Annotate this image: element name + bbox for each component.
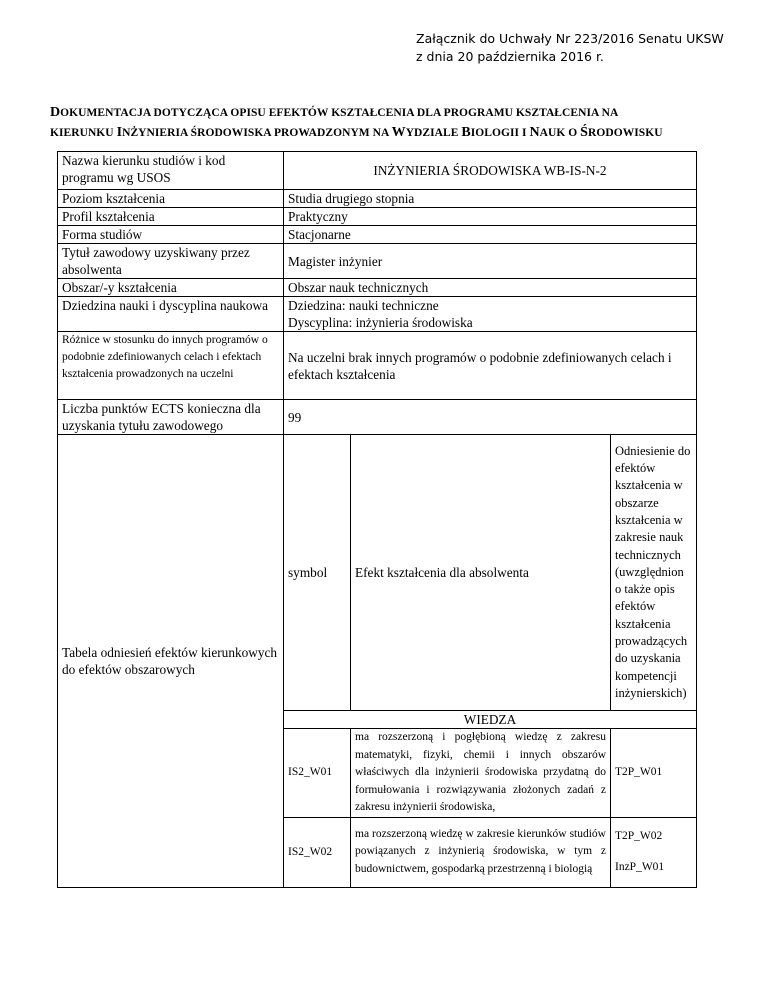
effect-reference (611, 817, 697, 887)
info-row-differences (58, 332, 697, 400)
effect-reference-1: T2P_W02 (615, 830, 663, 842)
effect-reference-2: InzP_W01 (615, 861, 665, 873)
effect-symbol: IS2_W01 (284, 729, 351, 818)
info-value: Stacjonarne (284, 226, 697, 244)
program-documentation-table (57, 151, 697, 888)
info-row-title (58, 244, 697, 279)
effect-description: ma rozszerzoną wiedzę w zakresie kierunków studiów powiązanych z inżynierią środowiska, w tym z budownictwem, gospodarką przestrzenną i biologią (351, 817, 611, 887)
info-label: Profil kształcenia (58, 208, 284, 226)
info-label: Dziedzina nauki i dyscyplina naukowa (58, 297, 284, 332)
attachment-note (416, 30, 724, 66)
info-value: Studia drugiego stopnia (284, 190, 697, 208)
document-title (50, 103, 730, 143)
info-row-area (58, 279, 697, 297)
col-symbol-header: symbol (284, 435, 351, 711)
effects-table-label: Tabela odniesień efektów kierunkowych do efektów obszarowych (58, 435, 284, 888)
info-value: Na uczelni brak innych programów o podobnie zdefiniowanych celach i efektach kształcenia (284, 332, 697, 400)
ects-value: 99 (284, 400, 697, 435)
effects-header-row (58, 435, 697, 711)
program-name-value: INŻYNIERIA ŚRODOWISKA WB-IS-N-2 (284, 152, 697, 190)
info-value (284, 297, 697, 332)
section-title: WIEDZA (284, 711, 697, 729)
attachment-note-line2: z dnia 20 października 2016 r. (416, 49, 604, 64)
document-title-line2: KIERUNKU INŻYNIERIA ŚRODOWISKA PROWADZONYM NA WYDZIALE BIOLOGII I NAUK O ŚRODOWISKU (50, 125, 663, 140)
info-label: Forma studiów (58, 226, 284, 244)
info-label: Różnice w stosunku do innych programów o podobnie zdefiniowanych celach i efektach kształcenia prowadzonych na uczelni (58, 332, 284, 400)
domain-value: Dziedzina: nauki techniczne (288, 298, 439, 313)
info-row-ects (58, 400, 697, 435)
info-row-level (58, 190, 697, 208)
col-reference-header: Odniesienie do efektów kształcenia w obszarze kształcenia w zakresie nauk technicznych (uwzględnion o także opis efektów kształcenia prowadzących do uzyskania kompetencji inżynierskich) (611, 435, 697, 711)
info-row-discipline (58, 297, 697, 332)
attachment-note-line1: Załącznik do Uchwały Nr 223/2016 Senatu UKSW (416, 31, 724, 46)
info-label: Poziom kształcenia (58, 190, 284, 208)
info-label: Obszar/-y kształcenia (58, 279, 284, 297)
info-value: Praktyczny (284, 208, 697, 226)
info-label: Tytuł zawodowy uzyskiwany przez absolwenta (58, 244, 284, 279)
info-value: Obszar nauk technicznych (284, 279, 697, 297)
info-label: Nazwa kierunku studiów i kod programu wg USOS (58, 152, 284, 190)
document-title-line1: DOKUMENTACJA DOTYCZĄCA OPISU EFEKTÓW KSZTAŁCENIA DLA PROGRAMU KSZTAŁCENIA NA (50, 105, 619, 120)
effect-reference: T2P_W01 (611, 729, 697, 818)
info-row-program-name (58, 152, 697, 190)
effect-description: ma rozszerzoną i pogłębioną wiedzę z zakresu matematyki, fizyki, chemii i innych obszarów właściwych dla inżynierii środowiska przydatną do formułowania i rozwiązywania złożonych zadań z zakresu inżynierii środowiska, (351, 729, 611, 818)
discipline-value: Dyscyplina: inżynieria środowiska (288, 315, 473, 330)
col-effect-header: Efekt kształcenia dla absolwenta (351, 435, 611, 711)
effect-symbol: IS2_W02 (284, 817, 351, 887)
info-row-form (58, 226, 697, 244)
info-row-profile (58, 208, 697, 226)
info-label: Liczba punktów ECTS konieczna dla uzyskania tytułu zawodowego (58, 400, 284, 435)
info-value: Magister inżynier (284, 244, 697, 279)
